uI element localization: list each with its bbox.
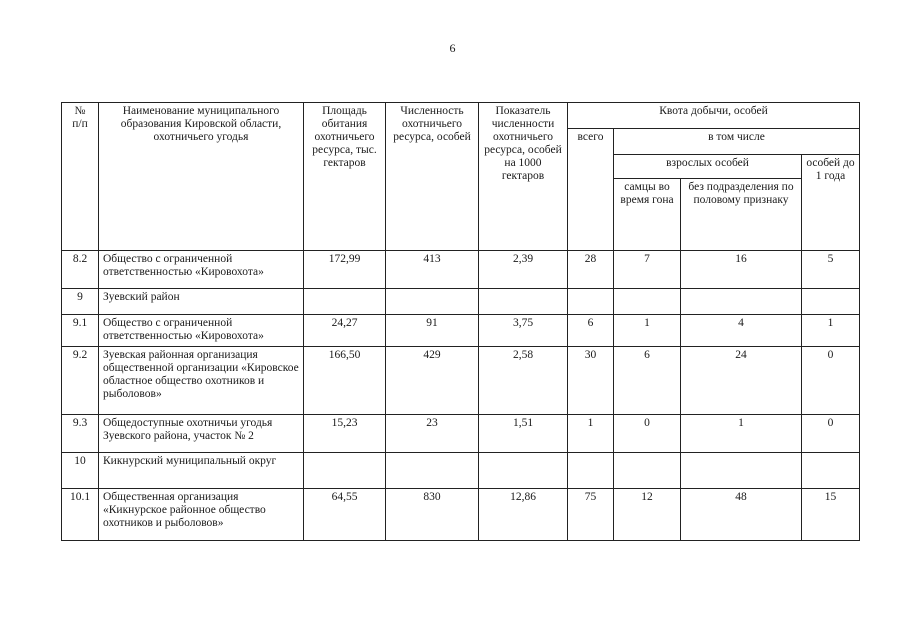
table-row bbox=[62, 415, 860, 453]
header-count: Численность охотничьего ресурса, особей bbox=[386, 103, 479, 251]
cell-males bbox=[614, 289, 681, 315]
header-including: в том числе bbox=[614, 129, 860, 155]
cell-males bbox=[614, 453, 681, 489]
cell-area: 64,55 bbox=[304, 489, 386, 541]
header-quota: Квота добычи, особей bbox=[568, 103, 860, 129]
cell-area: 172,99 bbox=[304, 251, 386, 289]
header-adults: взрослых особей bbox=[614, 155, 802, 179]
header-num: № п/п bbox=[62, 103, 99, 251]
header-name: Наименование муниципального образования Кировской области, охотничьего угодья bbox=[99, 103, 304, 251]
cell-males: 6 bbox=[614, 347, 681, 415]
header-row-1 bbox=[62, 103, 860, 129]
cell-name: Кикнурский муниципальный округ bbox=[99, 453, 304, 489]
page-number: 6 bbox=[449, 41, 456, 55]
cell-total: 28 bbox=[568, 251, 614, 289]
cell-area bbox=[304, 289, 386, 315]
cell-total: 75 bbox=[568, 489, 614, 541]
cell-total bbox=[568, 289, 614, 315]
cell-under1: 1 bbox=[802, 315, 860, 347]
cell-density: 3,75 bbox=[479, 315, 568, 347]
cell-num: 9.2 bbox=[62, 347, 99, 415]
cell-name: Зуевский район bbox=[99, 289, 304, 315]
cell-num: 10.1 bbox=[62, 489, 99, 541]
cell-area: 15,23 bbox=[304, 415, 386, 453]
cell-nosex bbox=[681, 453, 802, 489]
cell-density: 2,58 bbox=[479, 347, 568, 415]
cell-num: 8.2 bbox=[62, 251, 99, 289]
cell-name: Зуевская районная организация общественной организации «Кировское областное общество охотников и рыболовов» bbox=[99, 347, 304, 415]
cell-name: Общественная организация «Кикнурское районное общество охотников и рыболовов» bbox=[99, 489, 304, 541]
cell-density: 1,51 bbox=[479, 415, 568, 453]
cell-under1: 0 bbox=[802, 347, 860, 415]
cell-density: 12,86 bbox=[479, 489, 568, 541]
cell-density: 2,39 bbox=[479, 251, 568, 289]
cell-area: 24,27 bbox=[304, 315, 386, 347]
cell-males: 7 bbox=[614, 251, 681, 289]
table-row bbox=[62, 251, 860, 289]
table-row bbox=[62, 347, 860, 415]
cell-nosex: 16 bbox=[681, 251, 802, 289]
cell-density bbox=[479, 289, 568, 315]
cell-nosex: 1 bbox=[681, 415, 802, 453]
cell-under1 bbox=[802, 453, 860, 489]
cell-total bbox=[568, 453, 614, 489]
cell-total: 1 bbox=[568, 415, 614, 453]
cell-males: 1 bbox=[614, 315, 681, 347]
cell-name: Общество с ограниченной ответственностью «Кировохота» bbox=[99, 251, 304, 289]
cell-under1: 0 bbox=[802, 415, 860, 453]
cell-total: 30 bbox=[568, 347, 614, 415]
cell-total: 6 bbox=[568, 315, 614, 347]
cell-area bbox=[304, 453, 386, 489]
quota-table bbox=[61, 102, 860, 541]
cell-num: 10 bbox=[62, 453, 99, 489]
table-row bbox=[62, 489, 860, 541]
header-total: всего bbox=[568, 129, 614, 251]
cell-count: 830 bbox=[386, 489, 479, 541]
cell-num: 9 bbox=[62, 289, 99, 315]
table-row bbox=[62, 453, 860, 489]
cell-count: 413 bbox=[386, 251, 479, 289]
header-males: самцы во время гона bbox=[614, 179, 681, 251]
cell-under1: 5 bbox=[802, 251, 860, 289]
cell-nosex bbox=[681, 289, 802, 315]
cell-density bbox=[479, 453, 568, 489]
cell-under1: 15 bbox=[802, 489, 860, 541]
cell-under1 bbox=[802, 289, 860, 315]
cell-name: Общество с ограниченной ответственностью «Кировохота» bbox=[99, 315, 304, 347]
cell-area: 166,50 bbox=[304, 347, 386, 415]
cell-count bbox=[386, 453, 479, 489]
header-area: Площадь обитания охотничьего ресурса, тыс. гектаров bbox=[304, 103, 386, 251]
cell-count: 91 bbox=[386, 315, 479, 347]
header-density: Показатель численности охотничьего ресурса, особей на 1000 гектаров bbox=[479, 103, 568, 251]
header-nosex: без подразделения по половому признаку bbox=[681, 179, 802, 251]
cell-count bbox=[386, 289, 479, 315]
cell-num: 9.3 bbox=[62, 415, 99, 453]
cell-nosex: 4 bbox=[681, 315, 802, 347]
table-row bbox=[62, 315, 860, 347]
cell-num: 9.1 bbox=[62, 315, 99, 347]
cell-nosex: 48 bbox=[681, 489, 802, 541]
cell-males: 0 bbox=[614, 415, 681, 453]
header-under1: особей до 1 года bbox=[802, 155, 860, 251]
cell-count: 23 bbox=[386, 415, 479, 453]
cell-males: 12 bbox=[614, 489, 681, 541]
cell-name: Общедоступные охотничьи угодья Зуевского района, участок № 2 bbox=[99, 415, 304, 453]
cell-nosex: 24 bbox=[681, 347, 802, 415]
cell-count: 429 bbox=[386, 347, 479, 415]
table-row bbox=[62, 289, 860, 315]
